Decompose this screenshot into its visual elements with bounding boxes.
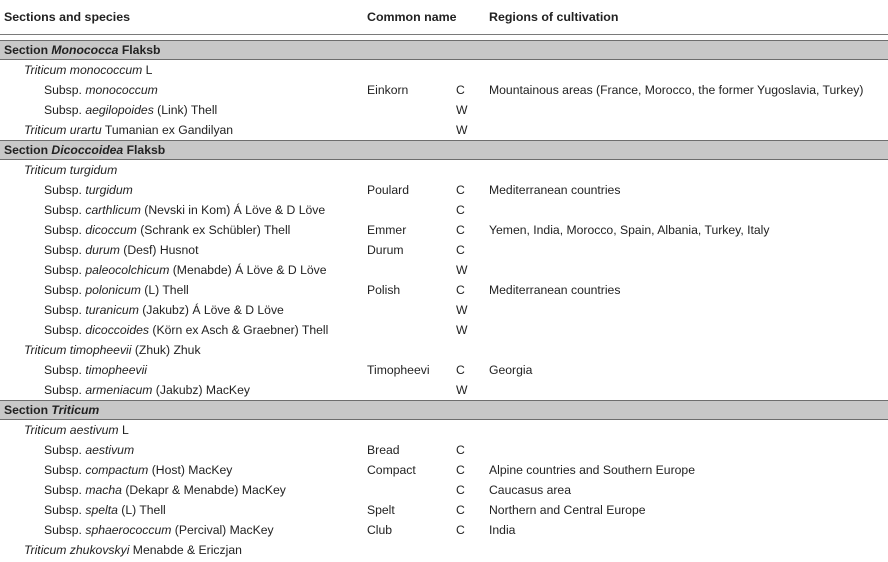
subspecies-name [0,200,325,220]
name-prefix: Subsp. [44,223,86,237]
name-authority: (Desf) Husnot [119,243,199,257]
species-name [0,420,129,440]
table-row [0,480,888,500]
section-name [0,401,99,419]
table-row [0,260,888,280]
name-italic: paleocolchicum [85,263,170,277]
name-authority: (Körn ex Asch & Graebner) Thell [149,323,329,337]
name-authority: Tumanian ex Gandilyan [101,123,234,137]
type-cell: W [456,263,468,277]
subspecies-name [0,280,189,300]
species-name [0,160,117,180]
subspecies-name [0,240,198,260]
type-cell: C [456,243,465,257]
table-row [0,360,888,380]
common-name-cell: Bread [367,443,400,457]
name-authority: Flaksb [118,43,161,57]
table-row [0,520,888,540]
section-row [0,400,888,420]
name-authority: (L) Thell [117,503,166,517]
name-prefix: Subsp. [44,463,86,477]
name-italic: spelta [85,503,118,517]
name-prefix: Subsp. [44,363,86,377]
name-italic: macha [85,483,122,497]
name-italic: Triticum zhukovskyi [24,543,130,557]
subspecies-name [0,480,286,500]
region-cell: Mountainous areas (France, Morocco, the former Yugoslavia, Turkey) [489,83,864,97]
name-italic: Triticum aestivum [24,423,119,437]
name-italic: dicoccum [85,223,137,237]
name-authority: (Percival) MacKey [171,523,274,537]
name-italic: polonicum [85,283,141,297]
name-authority: (Schrank ex Schübler) Thell [136,223,291,237]
type-cell: W [456,323,468,337]
section-name [0,141,165,159]
name-italic: Triticum monococcum [24,63,143,77]
subspecies-name [0,300,284,320]
name-authority: Menabde & Ericzjan [129,543,242,557]
subspecies-name [0,360,147,380]
name-italic: compactum [85,463,149,477]
common-name-cell: Durum [367,243,404,257]
name-authority: (Host) MacKey [148,463,233,477]
name-italic: monococcum [85,83,158,97]
species-name [0,540,242,560]
type-cell: C [456,183,465,197]
type-cell: W [456,103,468,117]
name-prefix: Subsp. [44,383,86,397]
section-name [0,41,160,59]
header-sections-species: Sections and species [4,10,131,24]
species-name [0,120,233,140]
name-authority: (Zhuk) Zhuk [131,343,201,357]
subspecies-name [0,180,133,200]
name-authority: Flaksb [123,143,166,157]
name-italic: durum [85,243,120,257]
type-cell: C [456,283,465,297]
name-prefix: Subsp. [44,323,86,337]
name-prefix: Subsp. [44,103,86,117]
table-row [0,300,888,320]
name-prefix: Section [4,143,52,157]
header-regions: Regions of cultivation [489,10,619,24]
type-cell: C [456,363,465,377]
name-authority: L [118,423,129,437]
table-row [0,280,888,300]
name-italic: Triticum urartu [24,123,102,137]
type-cell: C [456,443,465,457]
subspecies-name [0,260,327,280]
table-row [0,500,888,520]
name-prefix: Subsp. [44,183,86,197]
subspecies-name [0,80,158,100]
name-italic: sphaerococcum [85,523,172,537]
common-name-cell: Poulard [367,183,410,197]
table-row [0,220,888,240]
table-row [0,420,888,440]
name-italic: aestivum [85,443,135,457]
name-italic: aegilopoides [85,103,154,117]
type-cell: C [456,83,465,97]
name-authority: (Dekapr & Menabde) MacKey [121,483,286,497]
name-authority: (Jakubz) Á Löve & D Löve [138,303,284,317]
table-row [0,100,888,120]
type-cell: W [456,383,468,397]
type-cell: C [456,503,465,517]
subspecies-name [0,440,134,460]
type-cell: C [456,523,465,537]
name-authority: L [142,63,153,77]
region-cell: Alpine countries and Southern Europe [489,463,695,477]
name-prefix: Subsp. [44,283,86,297]
name-authority: (Link) Thell [153,103,218,117]
subspecies-name [0,520,274,540]
name-prefix: Section [4,403,52,417]
name-prefix: Subsp. [44,523,86,537]
name-italic: Triticum timopheevii [24,343,132,357]
name-prefix: Subsp. [44,443,86,457]
table-row [0,180,888,200]
region-cell: Northern and Central Europe [489,503,646,517]
name-italic: turanicum [85,303,139,317]
name-italic: turgidum [85,183,133,197]
table-header [0,0,888,35]
table-row [0,320,888,340]
common-name-cell: Emmer [367,223,407,237]
common-name-cell: Polish [367,283,401,297]
name-italic: Dicoccoidea [51,143,124,157]
species-name [0,60,152,80]
name-authority: (L) Thell [140,283,189,297]
region-cell: Mediterranean countries [489,283,621,297]
subspecies-name [0,500,166,520]
table-row [0,460,888,480]
type-cell: W [456,303,468,317]
name-prefix: Section [4,43,52,57]
table-row [0,160,888,180]
type-cell: C [456,223,465,237]
table-row [0,340,888,360]
common-name-cell: Spelt [367,503,395,517]
table-row [0,380,888,400]
name-authority: (Jakubz) MacKey [152,383,250,397]
subspecies-name [0,320,328,340]
name-prefix: Subsp. [44,263,86,277]
table-row [0,60,888,80]
name-italic: Triticum [51,403,100,417]
name-authority: (Nevski in Kom) Á Löve & D Löve [140,203,326,217]
table-row [0,540,888,560]
table-row [0,240,888,260]
region-cell: Yemen, India, Morocco, Spain, Albania, Turkey, Italy [489,223,770,237]
common-name-cell: Einkorn [367,83,409,97]
name-prefix: Subsp. [44,203,86,217]
name-italic: carthlicum [85,203,141,217]
table-row [0,200,888,220]
type-cell: W [456,123,468,137]
region-cell: India [489,523,516,537]
type-cell: C [456,463,465,477]
subspecies-name [0,460,232,480]
name-prefix: Subsp. [44,83,86,97]
region-cell: Georgia [489,363,533,377]
subspecies-name [0,100,217,120]
name-prefix: Subsp. [44,483,86,497]
name-authority: (Menabde) Á Löve & D Löve [169,263,327,277]
table-row [0,120,888,140]
type-cell: C [456,483,465,497]
header-common-name: Common name [367,10,457,24]
common-name-cell: Club [367,523,393,537]
table-body [0,40,888,560]
subspecies-name [0,380,250,400]
type-cell: C [456,203,465,217]
name-italic: dicoccoides [85,323,150,337]
region-cell: Mediterranean countries [489,183,621,197]
common-name-cell: Timopheevi [367,363,430,377]
table-row [0,80,888,100]
name-prefix: Subsp. [44,303,86,317]
subspecies-name [0,220,290,240]
name-italic: Triticum turgidum [24,163,118,177]
common-name-cell: Compact [367,463,416,477]
region-cell: Caucasus area [489,483,571,497]
section-row [0,40,888,60]
table-row [0,440,888,460]
name-italic: timopheevii [85,363,147,377]
name-prefix: Subsp. [44,503,86,517]
species-name [0,340,201,360]
section-row [0,140,888,160]
name-italic: armeniacum [85,383,153,397]
name-italic: Monococca [51,43,119,57]
name-prefix: Subsp. [44,243,86,257]
